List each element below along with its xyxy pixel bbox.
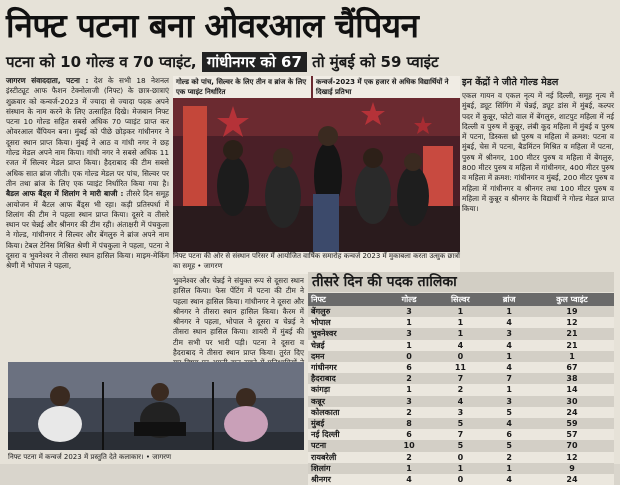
medal-count-cell: 0 xyxy=(433,474,489,485)
subhead-part-1: पटना को 10 गोल्ड व 70 प्वाइंट, xyxy=(6,53,197,71)
medal-count-cell: 1 xyxy=(386,317,433,328)
medal-count-cell: 3 xyxy=(488,396,530,407)
header-total-points: कुल प्वाइंट xyxy=(530,293,614,306)
medal-count-cell: 24 xyxy=(530,407,614,418)
medal-count-cell: 19 xyxy=(530,306,614,317)
medal-count-cell: 2 xyxy=(433,384,489,395)
table-row xyxy=(308,440,614,451)
subheadline xyxy=(6,50,616,74)
institute-cell: भोपाल xyxy=(308,317,386,328)
medal-count-cell: 70 xyxy=(530,440,614,451)
medal-count-cell: 4 xyxy=(488,362,530,373)
table-row xyxy=(308,463,614,474)
institute-cell: श्रीनगर xyxy=(308,474,386,485)
medal-count-cell: 59 xyxy=(530,418,614,429)
medal-count-cell: 1 xyxy=(386,340,433,351)
medal-count-cell: 1 xyxy=(386,463,433,474)
institute-cell: बेंगलुरु xyxy=(308,306,386,317)
table-row xyxy=(308,306,614,317)
table-row xyxy=(308,340,614,351)
medal-count-cell: 3 xyxy=(386,328,433,339)
institute-cell: मुंबई xyxy=(308,418,386,429)
medal-count-cell: 3 xyxy=(386,396,433,407)
medal-count-cell: 5 xyxy=(488,407,530,418)
gold-medal-centres-text xyxy=(462,91,614,269)
gold-medal-centres-heading: इन केंद्रों ने जीते गोल्ड मेडल xyxy=(462,77,559,88)
medal-count-cell: 4 xyxy=(488,317,530,328)
institute-cell: रायबरेली xyxy=(308,452,386,463)
medal-count-cell: 10 xyxy=(386,440,433,451)
medal-count-cell: 4 xyxy=(386,474,433,485)
medal-count-cell: 7 xyxy=(433,373,489,384)
institute-cell: चेन्नई xyxy=(308,340,386,351)
medal-count-cell: 21 xyxy=(530,340,614,351)
institute-cell: दमन xyxy=(308,351,386,362)
table-row xyxy=(308,362,614,373)
institute-cell: कन्नूर xyxy=(308,396,386,407)
performance-photo-illustration xyxy=(8,362,304,450)
table-row xyxy=(308,474,614,485)
table-row xyxy=(308,351,614,362)
medal-count-cell: 4 xyxy=(488,340,530,351)
medal-count-cell: 1 xyxy=(433,317,489,328)
medal-count-cell: 1 xyxy=(488,463,530,474)
medal-count-cell: 2 xyxy=(386,373,433,384)
subhead-highlight-box: गांधीनगर को 67 xyxy=(202,52,307,72)
medal-count-cell: 1 xyxy=(488,384,530,395)
institute-cell: पटना xyxy=(308,440,386,451)
medal-count-cell: 4 xyxy=(488,474,530,485)
medal-count-cell: 2 xyxy=(386,407,433,418)
medal-count-cell: 0 xyxy=(433,452,489,463)
medal-count-cell: 0 xyxy=(386,351,433,362)
medal-count-cell: 30 xyxy=(530,396,614,407)
medal-count-cell: 0 xyxy=(433,351,489,362)
medal-count-cell: 3 xyxy=(488,328,530,339)
medal-count-cell: 5 xyxy=(488,440,530,451)
medal-count-cell: 67 xyxy=(530,362,614,373)
medal-count-cell: 5 xyxy=(433,418,489,429)
header-bronze: ब्रांज xyxy=(488,293,530,306)
medal-table-body xyxy=(308,306,614,485)
medal-count-cell: 4 xyxy=(433,396,489,407)
medal-count-cell: 1 xyxy=(433,463,489,474)
medal-count-cell: 3 xyxy=(433,407,489,418)
medal-count-cell: 2 xyxy=(386,452,433,463)
medal-count-cell: 6 xyxy=(386,429,433,440)
medal-count-cell: 5 xyxy=(433,440,489,451)
medal-count-cell: 4 xyxy=(433,340,489,351)
event-photo xyxy=(173,76,460,252)
table-row xyxy=(308,384,614,395)
performance-photo-caption: निफ्ट पटना में कन्वर्ज 2023 में प्रस्तुति देते कलाकार। • जागरण xyxy=(8,453,172,461)
table-row xyxy=(308,317,614,328)
headline: निफ्ट पटना बना ओवरआल चैंपियन xyxy=(6,6,419,45)
institute-cell: शिलांग xyxy=(308,463,386,474)
institute-cell: कांगड़ा xyxy=(308,384,386,395)
medal-count-cell: 12 xyxy=(530,317,614,328)
table-row xyxy=(308,373,614,384)
medal-count-cell: 57 xyxy=(530,429,614,440)
medal-count-cell: 1 xyxy=(488,351,530,362)
institute-cell: नई दिल्ली xyxy=(308,429,386,440)
photo-callout-right: कन्वर्ज-2023 में एक हजार से अधिक विद्यार्थियों ने दिखाई प्रतिभा xyxy=(313,76,460,98)
table-row xyxy=(308,407,614,418)
gold-medal-centres-body: एकल गायन व एकल नृत्य में नई दिल्ली, समूह नृत्य में मुंबई, ड्यूट सिंगिंग में चेन्नई, ड्यूट डांस में मुंबई, कल्पर पदर में कुन्नूर, फोटो वाल में बेंगलुरु, शाटपुट महिला में नई दिल्ली व पुरुष में कुन्नूर, लंबी कूद महिला में मुंबई व पुरुष में पटना, डिस्कस थ्रो पुरुष व महिला में क्रमश: पटना व मुंबई, चेस में पटना, बैडमिंटन मिश्रित व महिला में पटना, पुरुष में श्रीनगर, 100 मीटर पुरुष व महिला में बेंगलुरु, 800 मीटर पुरुष व महिला में गांधीनगर, 400 मीटर पुरुष व महिला में क्रमश: गांधीनगर व मुंबई, 200 मीटर पुरुष व महिला में गांधीनगर व श्रीनगर तथा 100 मीटर पुरुष व महिला में कुन्नूर व श्रीनगर के विद्यार्थी ने गोल्ड मेडल प्राप्त किया। xyxy=(462,91,614,214)
medal-count-cell: 7 xyxy=(433,429,489,440)
column-2-text: भुवनेश्वर और चेन्नई ने संयुक्त रूप से दूसरा स्थान हासिल किया। फेस पेंटिंग में पटना की टीम ने पहला स्थान हासिल किया। गांधीनगर ने दूसरा और श्रीनगर ने तीसरा स्थान हासिल किया। कैरम में श्रीनगर ने पहला, भोपाल ने दूसरा व चेन्नई ने तीसरा स्थान हासिल किया। शायरी में मुंबई की टीम सभी पर भारी पड़ी। पटना ने दूसरा व हैदराबाद ने तीसरा स्थान प्राप्त किया। तुरंत दिए xyxy=(173,276,304,358)
article-column-1 xyxy=(6,76,169,360)
institute-cell: गांधीनगर xyxy=(308,362,386,373)
photo-caption: निफ्ट पटना की ओर से संस्थान परिसर में आयोजित वार्षिक समारोह कन्वर्ज 2023 में मुकाबला करता उत्सुक छात्रों का समूह • जागरण xyxy=(173,252,460,274)
medal-count-cell: 2 xyxy=(488,452,530,463)
column-1-text: देश के सभी 18 नेशनल इंस्टीट्यूट आफ फैशन टेक्नोलाजी (निफ्ट) के छात्र-छात्राएं शुक्रवार को कन्वर्ज-2023 में ज्यादा से ज्यादा पदक अपने संस्थान के नाम करने के लिए उत्साहित दिखे। मेजबान निफ्ट पटना 10 गोल्ड सहित सबसे अधिक 70 प्वाइंट प्राप्त कर ओवरआल चैंपियन बना। मुंबई को पीछे छोड़कर गांधीनगर ने दूसरा स्थान प्राप्त किया। मुंबई ने आठ व गांधी नगर ने छह गोल्ड मेडल अपने नाम किया। गांधी नगर ने सबसे अधिक 11 रजत में सिल्वर मेडल प्राप्त किया। हैदराबाद की टीम सबसे अधिक सात ब्रांज जीती। एक गोल्ड मेडल पर पांच, सिल्वर पर तीन तथा ब्रांज के लिए एक प्वाइंट निर्धारित किया गया है। xyxy=(6,76,169,188)
medal-table-header-row xyxy=(308,293,614,306)
table-row xyxy=(308,429,614,440)
performance-photo xyxy=(8,362,304,450)
medal-count-cell: 12 xyxy=(530,452,614,463)
institute-cell: कोलकाता xyxy=(308,407,386,418)
battle-of-bands-subhead: बैडल आफ बैंड्स में शिलांग ने मारी बाजी : xyxy=(6,189,124,199)
medal-count-cell: 1 xyxy=(530,351,614,362)
institute-cell: भुवनेश्वर xyxy=(308,328,386,339)
medal-count-cell: 1 xyxy=(433,328,489,339)
medal-count-cell: 38 xyxy=(530,373,614,384)
table-row xyxy=(308,418,614,429)
medal-count-cell: 1 xyxy=(386,384,433,395)
medal-count-cell: 7 xyxy=(488,373,530,384)
medal-count-cell: 24 xyxy=(530,474,614,485)
medal-table xyxy=(308,293,614,485)
subhead-part-2: तो मुंबई को 59 प्वाइंट xyxy=(312,53,439,71)
table-row xyxy=(308,452,614,463)
photo-callout-left: गोल्ड को पांच, सिल्वर के लिए तीन व ब्रांज के लिए एक प्वाइंट निर्धारित xyxy=(173,76,311,98)
medal-count-cell: 6 xyxy=(386,362,433,373)
header-nift: निफ्ट xyxy=(308,293,386,306)
medal-table-title: तीसरे दिन की पदक तालिका xyxy=(308,272,614,292)
institute-cell: हैदराबाद xyxy=(308,373,386,384)
medal-count-cell: 3 xyxy=(386,306,433,317)
medal-count-cell: 1 xyxy=(488,306,530,317)
medal-count-cell: 11 xyxy=(433,362,489,373)
medal-count-cell: 21 xyxy=(530,328,614,339)
medal-count-cell: 1 xyxy=(433,306,489,317)
column-1-text-2: तीसरे दिन समूह आयोजन में बैटल आफ बैंड्स भी रहा। कड़ी प्रतिस्पर्धा में शिलांग की टीम ने पहला स्थान प्राप्त किया। दूसरे व तीसरे स्थान पर चेन्नई और श्रीनगर की टीम रही। अंताक्षरी में पंचकुला ने गोल्ड, गांधीनगर ने सिल्वर और बेंगलुरु ने ब्रांज अपने नाम किया। टेबल टेनिस मिश्रित श्रेणी में पंचकुला ने पहला, पटना ने दूसरा व भुवनेश्वर ने तीसरा स्थान हासिल किया। माइम-मेकिंग श्रेणी में भोपाल ने पहला, xyxy=(6,189,169,271)
medal-count-cell: 14 xyxy=(530,384,614,395)
table-row xyxy=(308,328,614,339)
table-row xyxy=(308,396,614,407)
medal-count-cell: 6 xyxy=(488,429,530,440)
article-column-2 xyxy=(173,276,304,360)
event-photo-illustration xyxy=(173,76,460,252)
medal-count-cell: 4 xyxy=(488,418,530,429)
dateline: जागरण संवाददाता, पटना : xyxy=(6,76,89,85)
medal-count-cell: 9 xyxy=(530,463,614,474)
medal-count-cell: 8 xyxy=(386,418,433,429)
header-gold: गोल्ड xyxy=(386,293,433,306)
header-silver: सिल्वर xyxy=(433,293,489,306)
